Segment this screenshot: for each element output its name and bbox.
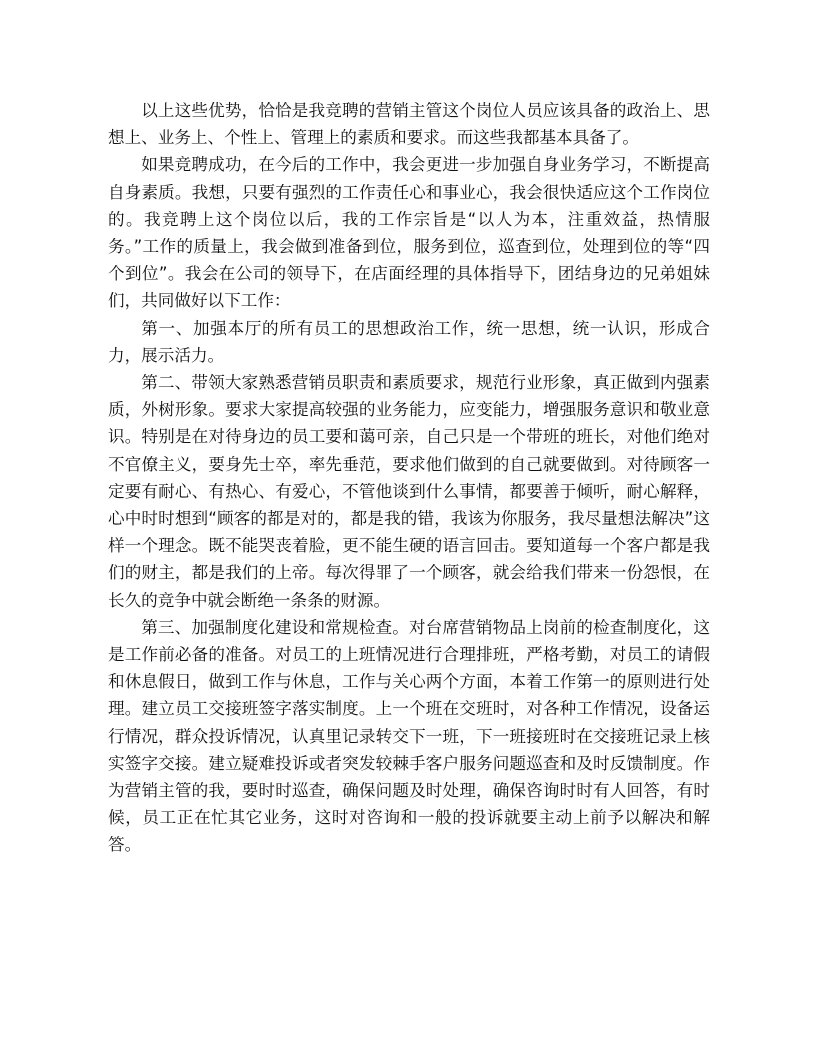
paragraph-first-task: 第一、加强本厅的所有员工的思想政治工作，统一思想，统一认识，形成合力，展示活力。 — [108, 318, 710, 365]
paragraph-advantages: 以上这些优势，恰恰是我竞聘的营销主管这个岗位人员应该具备的政治上、思想上、业务上、个性上、管理上的素质和要求。而这些我都基本具备了。 — [108, 101, 710, 148]
paragraph-second-task: 第二、带领大家熟悉营销员职责和素质要求，规范行业形象，真正做到内强素质，外树形象。要求大家提高较强的业务能力，应变能力，增强服务意识和敬业意识。特别是在对待身边的员工要和蔼可亲，自己只是一个带班的班长，对他们绝对不官僚主义，要身先士卒，率先垂范，要求他们做到的自己就要做到。对待顾客一定要有耐心、有热心、有爱心，不管他谈到什么事情，都要善于倾听，耐心解释，心中时时想到“顾客的都是对的，都是我的错，我该为你服务，我尽量想法解决”这样一个理念。既不能哭丧着脸，更不能生硬的语言回击。要知道每一个客户都是我们的财主，都是我们的上帝。每次得罪了一个顾客，就会给我们带来一份怨恨，在长久的竞争中就会断绝一条条的财源。 — [108, 373, 710, 610]
paragraph-work-purpose: 如果竞聘成功，在今后的工作中，我会更进一步加强自身业务学习，不断提高自身素质。我想，只要有强烈的工作责任心和事业心，我会很快适应这个工作岗位的。我竞聘上这个岗位以后，我的工作宗旨是“以人为本，注重效益，热情服务。”工作的质量上，我会做到准备到位，服务到位，巡查到位，处理到位的等“四个到位”。我会在公司的领导下，在店面经理的具体指导下，团结身边的兄弟姐妹们，共同做好以下工作： — [108, 155, 710, 311]
paragraph-third-task: 第三、加强制度化建设和常规检查。对台席营销物品上岗前的检查制度化，这是工作前必备的准备。对员工的上班情况进行合理排班，严格考勤，对员工的请假和休息假日，做到工作与休息，工作与关心两个方面，本着工作第一的原则进行处理。建立员工交接班签字落实制度。上一个班在交班时，对各种工作情况，设备运行情况，群众投诉情况，认真里记录转交下一班，下一班接班时在交接班记录上核实签字交接。建立疑难投诉或者突发较棘手客户服务问题巡查和及时反馈制度。作为营销主管的我，要时时巡查，确保问题及时处理，确保咨询时时有人回答，有时候，员工正在忙其它业务，这时对咨询和一般的投诉就要主动上前予以解决和解答。 — [108, 617, 710, 855]
